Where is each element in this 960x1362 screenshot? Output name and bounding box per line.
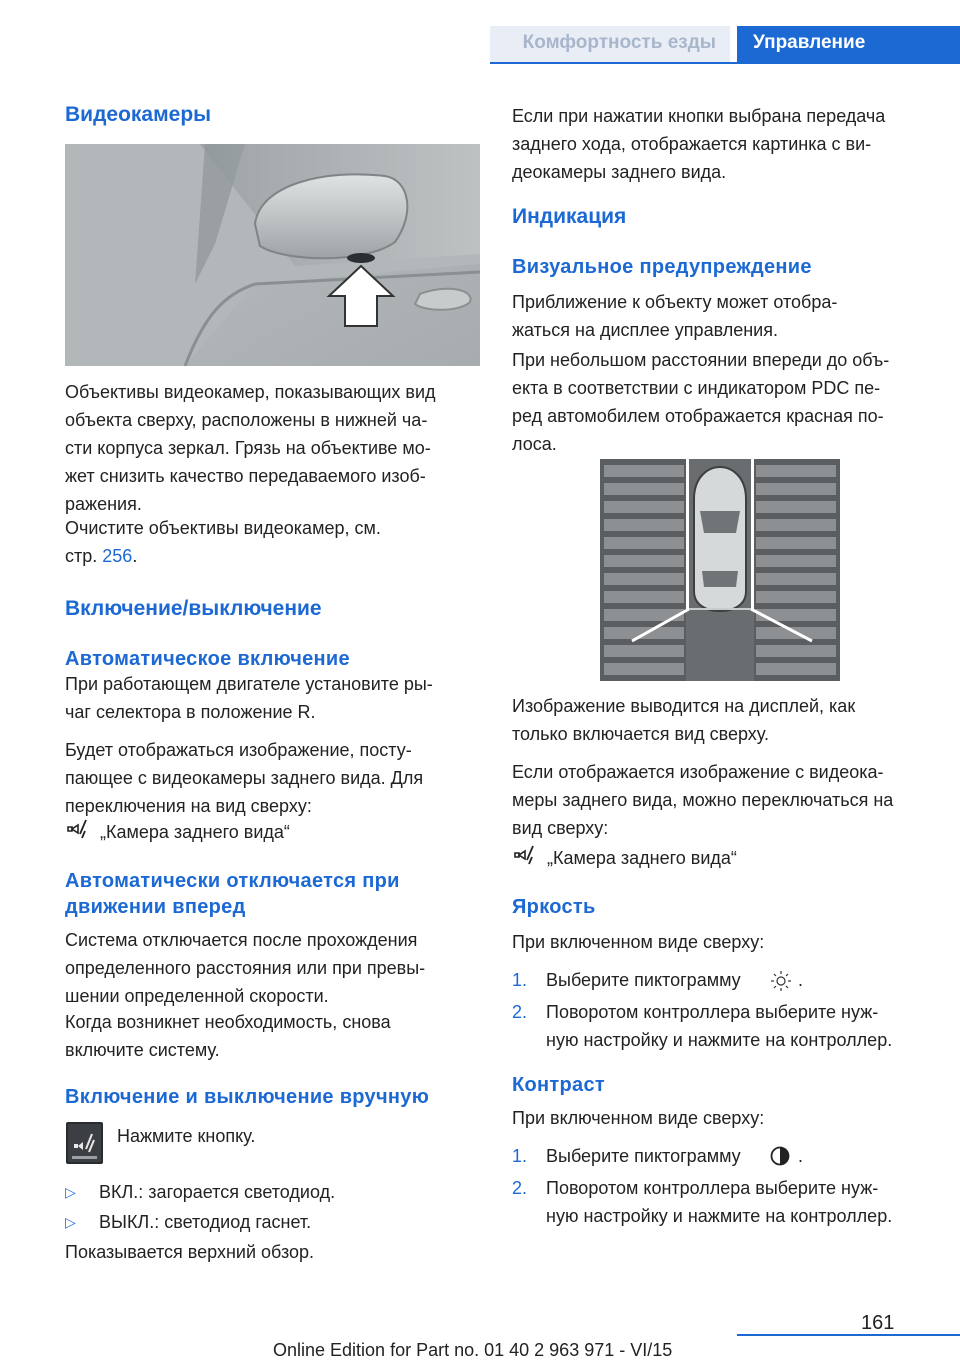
right-paragraph-5 xyxy=(512,758,932,842)
text-line xyxy=(65,542,485,570)
text-line: жаться на дисплее управления. xyxy=(512,320,778,340)
right-paragraph-2 xyxy=(512,288,932,344)
right-paragraph-4 xyxy=(512,692,932,748)
left-paragraph-5 xyxy=(65,926,485,1010)
list-item-text: . xyxy=(798,970,804,990)
text-line: деокамеры заднего вида. xyxy=(512,162,727,182)
heading-display: Индикация xyxy=(512,205,627,228)
list-item xyxy=(65,1178,485,1206)
step-number: 1. xyxy=(512,1146,528,1166)
rear-camera-icon xyxy=(66,818,90,840)
text-line: Очистите объективы видеокамер, см. xyxy=(65,518,381,538)
camera-button-icon xyxy=(66,1122,103,1164)
text-line: объекта сверху, расположены в нижней ча‐ xyxy=(65,410,428,430)
heading-auto-off xyxy=(65,868,485,920)
text-line: меры заднего вида, можно переключаться на xyxy=(512,790,894,810)
triangle-bullet-icon: ▷ xyxy=(65,1214,76,1230)
right-paragraph-3 xyxy=(512,346,932,458)
list-item-text: Выберите пиктограмму xyxy=(546,970,741,990)
text-line: жет снизить качество передаваемого изоб‐ xyxy=(65,466,426,486)
left-paragraph-7: Показывается верхний обзор. xyxy=(65,1242,315,1262)
edition-text: Online Edition for Part no. 01 40 2 963 971 - VI/15 xyxy=(273,1340,673,1360)
text-line: чаг селектора в положение R. xyxy=(65,702,316,722)
text-line: Будет отображаться изображение, посту‐ xyxy=(65,740,412,760)
top-view-display-illustration xyxy=(512,459,928,681)
list-item xyxy=(512,966,932,994)
header-section-tab xyxy=(490,26,730,62)
text-line: пающее с видеокамеры заднего вида. Для xyxy=(65,768,424,788)
text-line: Изображение выводится на дисплей, как xyxy=(512,696,856,716)
list-item xyxy=(512,998,932,1054)
contrast-intro: При включенном виде сверху: xyxy=(512,1108,765,1128)
text-line: Если при нажатии кнопки выбрана передача xyxy=(512,106,886,126)
heading-visual-warning: Визуальное предупреждение xyxy=(512,256,812,278)
menu-item-rear-camera: „Камера заднего вида“ xyxy=(547,848,737,868)
text-line: определенного расстояния или при превы‐ xyxy=(65,958,426,978)
triangle-bullet-icon: ▷ xyxy=(65,1184,76,1200)
left-paragraph-2 xyxy=(65,514,485,570)
header-chapter-label: Управление xyxy=(753,32,866,53)
text-line: ражения. xyxy=(65,494,142,514)
list-item xyxy=(65,1208,485,1236)
heading-contrast: Контраст xyxy=(512,1074,605,1096)
text-line: ную настройку и нажмите на контроллер. xyxy=(546,1030,893,1050)
text-line: ную настройку и нажмите на контроллер. xyxy=(546,1206,893,1226)
left-paragraph-6 xyxy=(65,1008,485,1064)
step-number: 1. xyxy=(512,970,528,990)
text-line: Поворотом контроллера выберите нуж‐ xyxy=(546,1178,879,1198)
header-section-label: Комфортность езды xyxy=(522,32,716,53)
brightness-intro: При включенном виде сверху: xyxy=(512,932,765,952)
text-line: включите систему. xyxy=(65,1040,220,1060)
heading-manual: Включение и выключение вручную xyxy=(65,1086,430,1108)
contrast-icon xyxy=(769,1145,791,1167)
list-item xyxy=(512,1142,932,1170)
page-number: 161 xyxy=(861,1312,895,1334)
left-paragraph-3 xyxy=(65,670,485,726)
text-line: екта в соответствии с индикатором PDC пе‐ xyxy=(512,378,881,398)
text-line: вид сверху: xyxy=(512,818,609,838)
text-line: Приближение к объекту может отобра‐ xyxy=(512,292,838,312)
mirror-camera-illustration xyxy=(65,144,480,366)
list-item-text xyxy=(546,1174,892,1230)
header-rule xyxy=(490,62,960,64)
list-item-text: . xyxy=(798,1146,804,1166)
text-line: заднего хода, отображается картинка с ви‐ xyxy=(512,134,872,154)
list-item xyxy=(512,1174,932,1230)
press-button-text: Нажмите кнопку. xyxy=(117,1126,256,1146)
text-line: Когда возникнет необходимость, снова xyxy=(65,1012,391,1032)
text-line: только включается вид сверху. xyxy=(512,724,769,744)
heading-line: Автоматически отключается при xyxy=(65,870,400,892)
text-line: При небольшом расстоянии впереди до объ‐ xyxy=(512,350,890,370)
brightness-sun-icon xyxy=(770,970,792,992)
left-paragraph-4 xyxy=(65,736,485,820)
heading-on-off: Включение/выключение xyxy=(65,597,322,620)
list-item-text: Выберите пиктограмму xyxy=(546,1146,741,1166)
text-fragment: . xyxy=(132,546,138,566)
right-paragraph-1 xyxy=(512,102,932,186)
list-item-text: ВКЛ.: загорается светодиод. xyxy=(99,1182,336,1202)
left-paragraph-1 xyxy=(65,378,485,518)
list-item-text xyxy=(546,998,892,1054)
text-fragment: стр. xyxy=(65,546,103,566)
list-item-text: ВЫКЛ.: светодиод гаснет. xyxy=(99,1212,312,1232)
text-line: ред автомобилем отображается красная по‐ xyxy=(512,406,884,426)
heading-auto-on: Автоматическое включение xyxy=(65,648,350,670)
footer-rule xyxy=(737,1334,960,1336)
heading-brightness: Яркость xyxy=(512,896,596,918)
title-video-cameras: Видеокамеры xyxy=(65,103,212,126)
text-line: Поворотом контроллера выберите нуж‐ xyxy=(546,1002,879,1022)
step-number: 2. xyxy=(512,1178,528,1198)
page-reference-link[interactable]: 256 xyxy=(102,546,133,566)
text-line: шении определенной скорости. xyxy=(65,986,329,1006)
menu-item-rear-camera: „Камера заднего вида“ xyxy=(100,822,290,842)
text-line: лоса. xyxy=(512,434,557,454)
text-line: Если отображается изображение с видеока‐ xyxy=(512,762,884,782)
step-number: 2. xyxy=(512,1002,528,1022)
header-chapter-tab xyxy=(737,26,960,62)
text-line: При работающем двигателе установите ры‐ xyxy=(65,674,433,694)
heading-line: движении вперед xyxy=(65,896,246,918)
text-line: переключения на вид сверху: xyxy=(65,796,312,816)
text-line: Система отключается после прохождения xyxy=(65,930,418,950)
rear-camera-icon xyxy=(513,844,537,866)
text-line: Объективы видеокамер, показывающих вид xyxy=(65,382,436,402)
text-line: сти корпуса зеркал. Грязь на объективе мо‐ xyxy=(65,438,431,458)
